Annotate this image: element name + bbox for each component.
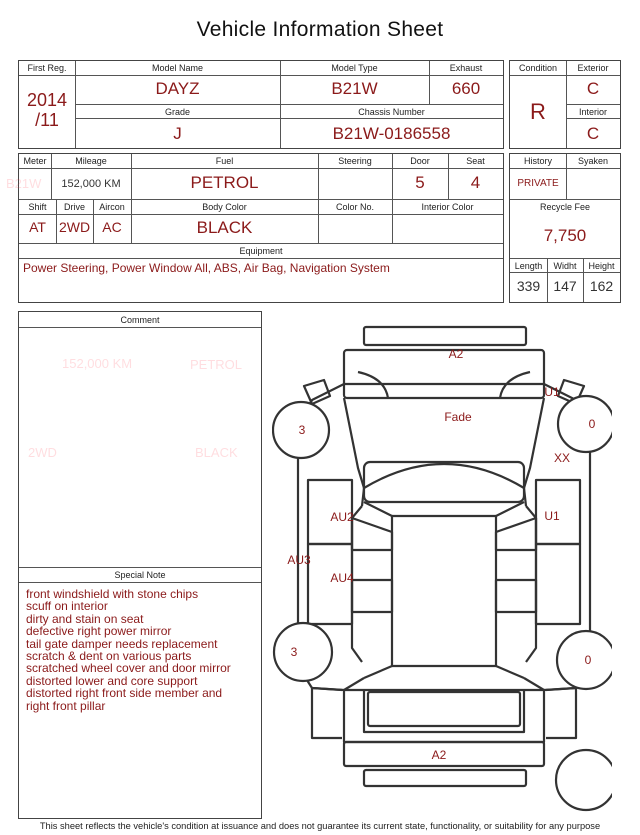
equipment-value: Power Steering, Power Window All, ABS, Air Bag, Navigation System: [23, 261, 390, 275]
special-note-item: scratched wheel cover and door mirror: [26, 661, 231, 676]
mark-right-front-wheel: 0: [588, 417, 596, 431]
recycle-fee-value: 7,750: [543, 226, 587, 245]
label-first-reg: First Reg.: [27, 63, 67, 73]
registration-table: [18, 60, 504, 149]
windshield: [364, 462, 524, 502]
mark-right-front-fender: U1: [544, 385, 560, 399]
history-table: [509, 153, 621, 303]
special-note-item: front windshield with stone chips: [26, 587, 199, 601]
fuel-value: PETROL: [190, 173, 259, 192]
mark-right-rear-wheel: 0: [584, 653, 592, 667]
special-note-item: dirty and stain on seat: [26, 611, 144, 626]
left-rear-wheel: [274, 623, 332, 681]
label-steering: Steering: [338, 156, 372, 166]
label-model-type: Model Type: [331, 63, 378, 73]
disclaimer-footer: This sheet reflects the vehicle's condition at issuance and does not guarantee its current state, functionality, or suitability for any purpose: [39, 821, 601, 831]
rear-window: [368, 692, 520, 726]
seat-value: 4: [470, 173, 481, 192]
bleed-through-mark: 152,000 KM: [62, 356, 133, 371]
bleed-through-mark: BLACK: [195, 445, 238, 460]
label-equipment: Equipment: [239, 246, 283, 256]
mark-left-pillar: AU3: [287, 553, 311, 567]
label-fuel: Fuel: [215, 156, 234, 166]
front-bumper: [344, 350, 544, 398]
label-width: Widht: [553, 261, 577, 271]
history-value: PRIVATE: [517, 178, 559, 189]
mark-front-bumper: A2: [448, 347, 464, 361]
special-notes-list: [26, 588, 258, 712]
mark-hood: Fade: [444, 410, 472, 424]
label-height: Height: [588, 261, 615, 271]
label-meter: Meter: [23, 156, 47, 166]
grade-value: J: [173, 124, 182, 143]
shift-value: AT: [29, 219, 46, 235]
label-recycle-fee: Recycle Fee: [539, 202, 591, 212]
door-value: 5: [415, 173, 425, 192]
right-front-wheel: [558, 396, 612, 452]
label-exhaust: Exhaust: [449, 63, 483, 73]
label-shift: Shift: [28, 202, 47, 212]
label-seat: Seat: [466, 156, 485, 166]
label-exterior: Exterior: [577, 63, 609, 73]
special-note-item: right front pillar: [26, 698, 106, 713]
label-chassis: Chassis Number: [358, 107, 425, 117]
label-model-name: Model Name: [151, 63, 204, 73]
mark-right-front-door: U1: [544, 509, 560, 523]
body-outline: [298, 384, 590, 690]
height-value: 162: [589, 278, 614, 294]
sheet-title: Vehicle Information Sheet: [196, 18, 444, 41]
label-body-color: Body Color: [202, 202, 247, 212]
spare-wheel: [556, 750, 612, 810]
first-reg-month: /11: [35, 110, 59, 130]
special-note-item: distorted lower and core support: [26, 673, 198, 688]
label-grade: Grade: [164, 107, 190, 117]
bleed-through-mark: B21W: [6, 176, 42, 191]
drive-value: 2WD: [58, 219, 91, 235]
right-rear-door: [536, 544, 580, 624]
model-name-value: DAYZ: [155, 79, 200, 98]
condition-table: [509, 60, 621, 149]
rear-bumper-bar: [364, 770, 526, 786]
special-note-item: tail gate damper needs replacement: [26, 636, 218, 651]
mark-rear-bumper: A2: [431, 748, 447, 762]
label-color-no: Color No.: [335, 202, 374, 212]
mark-left-rear-wheel: 3: [290, 645, 298, 659]
mark-left-rear-door: AU4: [330, 571, 354, 585]
label-condition: Condition: [518, 63, 558, 73]
vehicle-damage-diagram: [272, 318, 612, 818]
interior-grade: C: [586, 124, 600, 143]
comment-box: [18, 311, 262, 819]
mileage-value: 152,000 KM: [61, 178, 121, 190]
body-color-value: BLACK: [196, 218, 253, 237]
label-syaken: Syaken: [577, 156, 609, 166]
width-value: 147: [553, 278, 577, 294]
label-aircon: Aircon: [99, 202, 125, 212]
model-type-value: B21W: [331, 79, 378, 98]
label-comment: Comment: [120, 315, 160, 325]
special-note-item: distorted right front side member and: [26, 686, 223, 701]
label-mileage: Mileage: [75, 156, 107, 166]
spec-table: [18, 153, 504, 303]
label-special-note: Special Note: [114, 570, 166, 580]
exterior-grade: C: [586, 79, 600, 98]
mark-left-front-door: AU2: [330, 510, 354, 524]
exhaust-value: 660: [451, 79, 481, 98]
special-note-item: scuff on interior: [26, 599, 108, 614]
label-history: History: [523, 156, 552, 166]
label-interior: Interior: [578, 107, 607, 117]
mark-left-front-wheel: 3: [298, 423, 306, 437]
label-interior-color: Interior Color: [421, 202, 474, 212]
bleed-through-mark: 2WD: [28, 445, 57, 460]
special-note-item: scratch & dent on various parts: [26, 649, 192, 664]
front-bumper-bar: [364, 327, 526, 345]
chassis-value: B21W-0186558: [332, 124, 451, 143]
length-value: 339: [516, 278, 541, 294]
first-reg-year: 2014: [26, 90, 68, 110]
special-note-item: defective right power mirror: [26, 624, 172, 639]
roof: [392, 516, 496, 666]
label-length: Length: [514, 261, 543, 271]
bleed-through-mark: PETROL: [190, 357, 243, 372]
aircon-value: AC: [102, 219, 122, 235]
label-door: Door: [410, 156, 430, 166]
label-drive: Drive: [63, 202, 85, 212]
condition-grade: R: [530, 99, 546, 124]
mark-right-front-xx: XX: [553, 451, 571, 465]
